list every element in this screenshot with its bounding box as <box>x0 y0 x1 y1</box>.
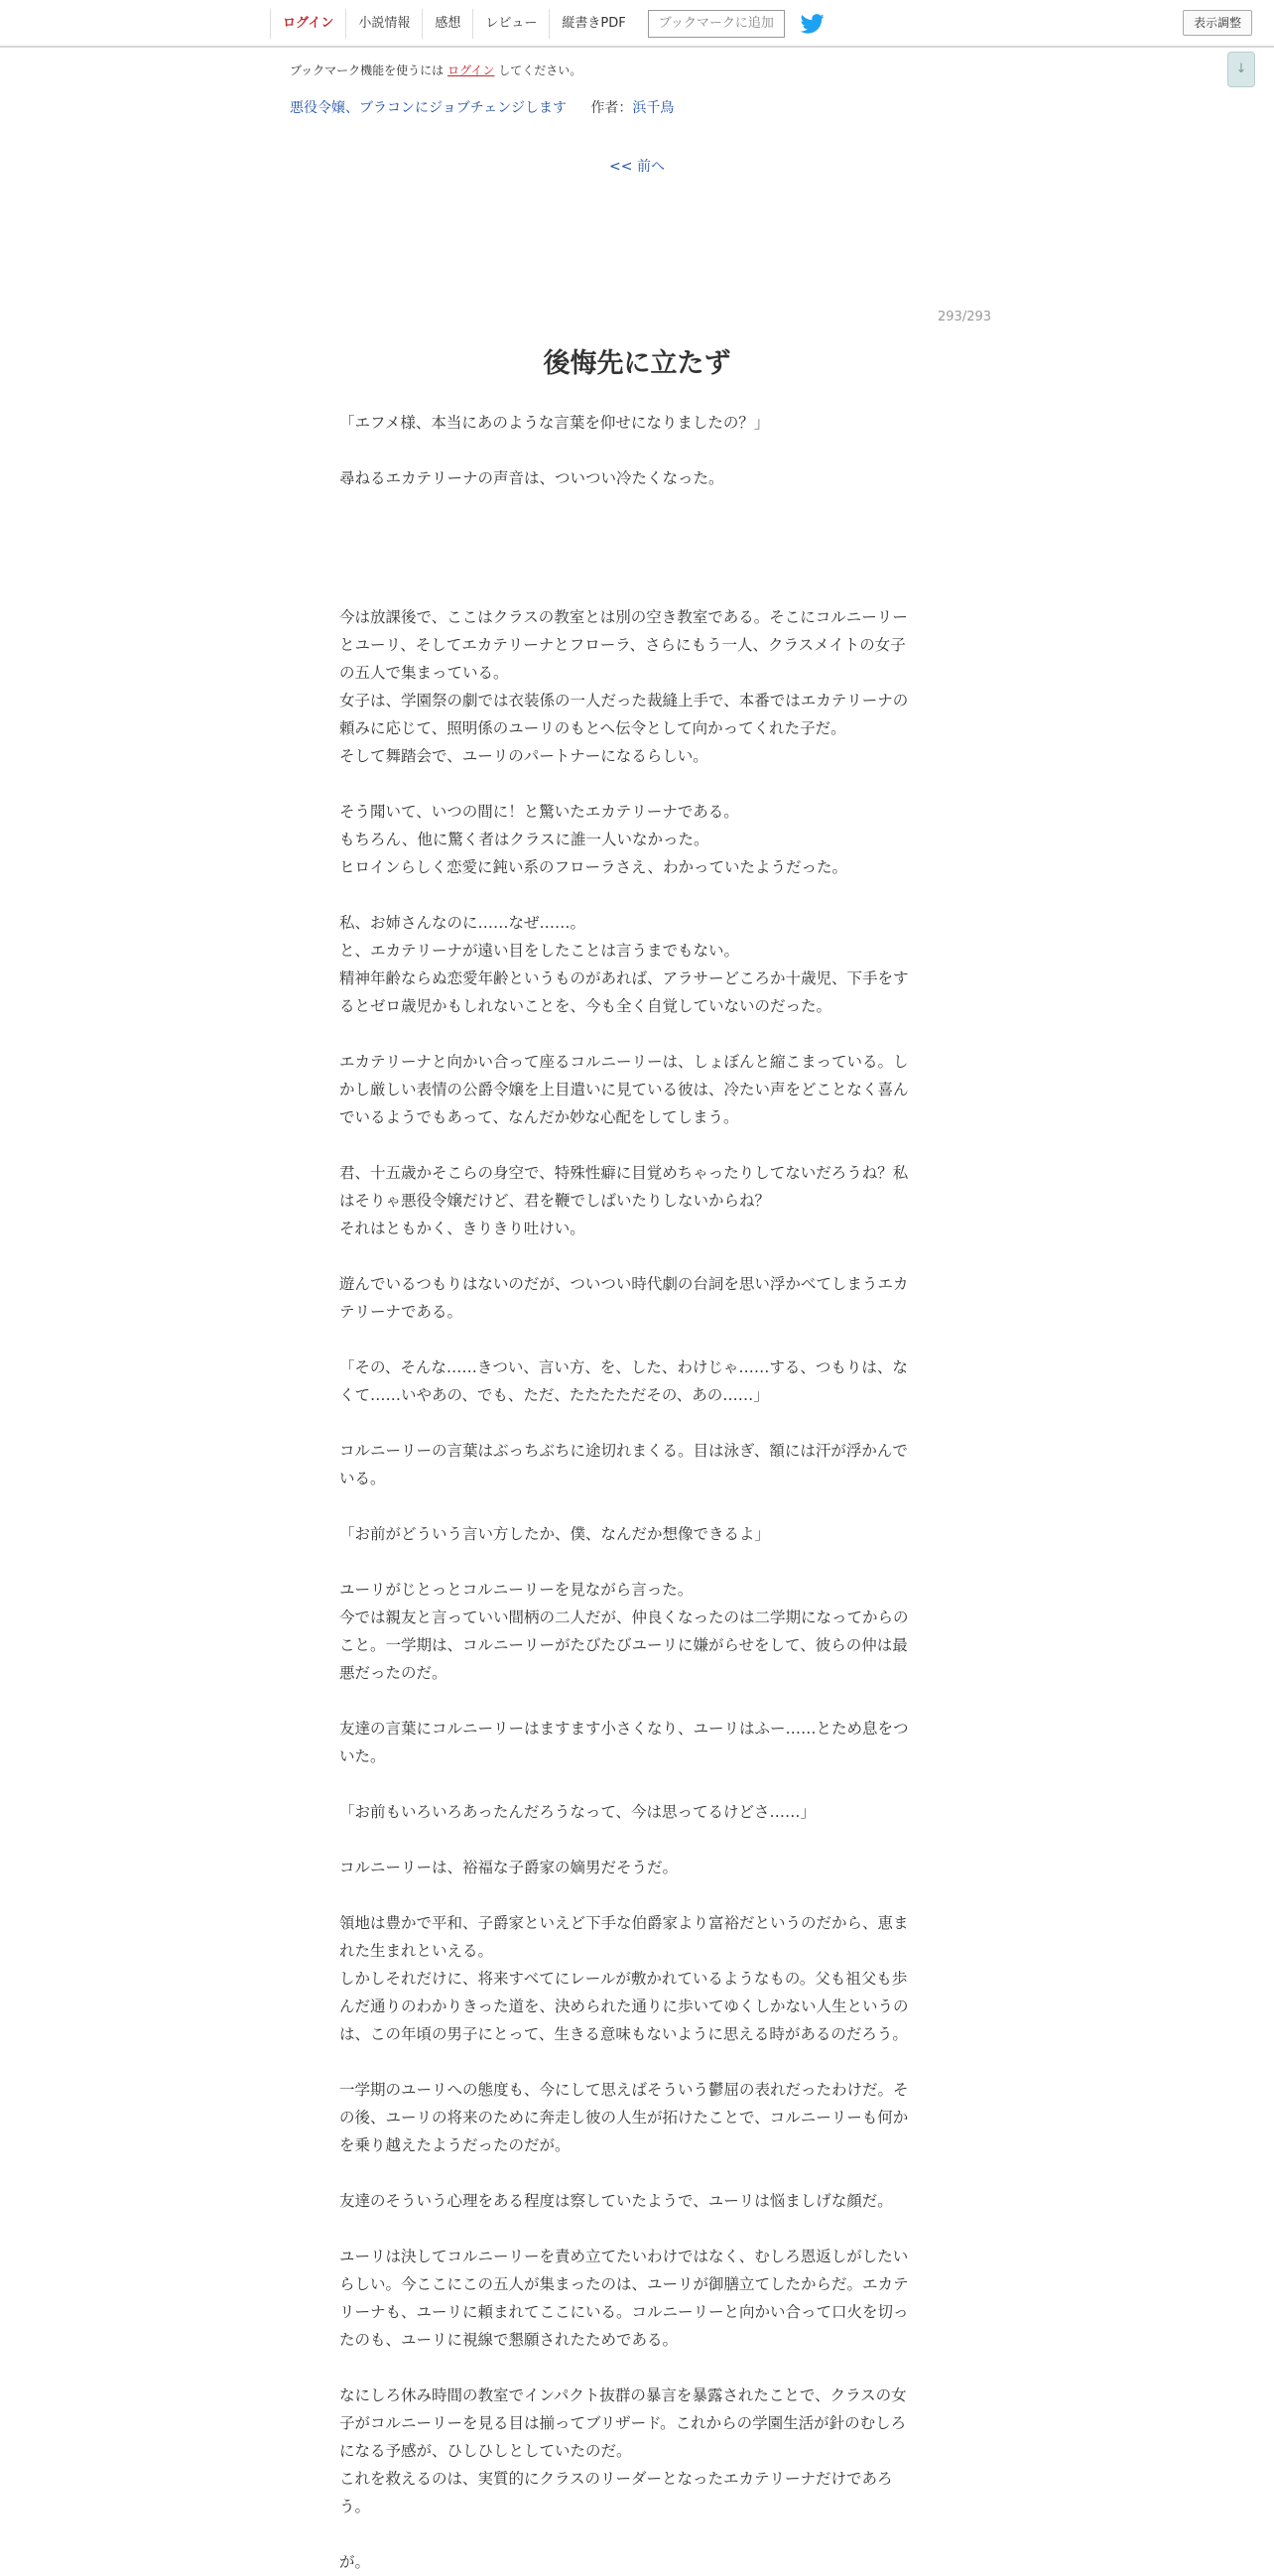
body-line: なにしろ休み時間の教室でインパクト抜群の暴言を暴露されたことで、クラスの女 <box>339 2386 907 2404</box>
body-line <box>339 770 931 798</box>
body-line: 頼みに応じて、照明係のユーリのもとへ伝令として向かってくれた子だ。 <box>339 719 846 737</box>
add-bookmark-button[interactable]: ブックマークに追加 <box>648 10 785 38</box>
body-line: んだ通りのわかりきった道を、決められた通りに歩いてゆくしかない人生というの <box>339 1997 909 2015</box>
body-line <box>339 1826 931 1854</box>
body-line: たのも、ユーリに視線で懇願されたためである。 <box>339 2331 679 2349</box>
body-line: そして舞踏会で、ユーリのパートナーになるらしい。 <box>339 747 708 765</box>
body-line <box>339 548 931 576</box>
author-link[interactable]: 浜千鳥 <box>632 100 675 116</box>
body-line <box>339 1687 931 1715</box>
body-line: 「エフメ様、本当にあのような言葉を仰せになりましたの？」 <box>339 414 770 432</box>
body-line: こと。一学期は、コルニーリーがたびたびユーリに嫌がらせをして、彼らの仲は最 <box>339 1636 908 1654</box>
body-line: テリーナである。 <box>339 1303 463 1321</box>
display-settings-button[interactable]: 表示調整 <box>1183 10 1252 36</box>
body-line: れた生まれといえる。 <box>339 1942 494 1960</box>
body-line: 「お前がどういう言い方したか、僕、なんだか想像できるよ」 <box>339 1525 771 1543</box>
body-line: ヒロインらしく恋愛に鈍い系のフローラさえ、わかっていたようだった。 <box>339 858 847 876</box>
body-line: う。 <box>339 2498 371 2515</box>
prev-page-nav <box>0 156 1274 176</box>
top-nav <box>270 8 825 40</box>
prev-page-link[interactable]: << 前へ <box>609 159 665 175</box>
body-line: とユーリ、そしてエカテリーナとフローラ、さらにもう一人、クラスメイトの女子 <box>339 636 906 654</box>
body-line: もちろん、他に驚く者はクラスに誰一人いなかった。 <box>339 831 709 848</box>
body-line: でいるようでもあって、なんだか妙な心配をしてしまう。 <box>339 1108 739 1126</box>
body-line <box>339 2048 931 2076</box>
body-line: そう聞いて、いつの間に！と驚いたエカテリーナである。 <box>339 803 739 821</box>
body-line <box>339 1770 931 1798</box>
body-line: かし厳しい表情の公爵令嬢を上目遣いに見ている彼は、冷たい声をどことなく喜ん <box>339 1081 909 1098</box>
body-line: いる。 <box>339 1470 386 1487</box>
bookmark-login-notice <box>290 62 581 78</box>
nav-login-link[interactable]: ログイン <box>270 9 345 39</box>
body-line: が。 <box>339 2553 371 2571</box>
body-line: 子がコルニーリーを見る目は揃ってブリザード。これからの学園生活が針のむしろ <box>339 2414 907 2432</box>
chapter-body <box>339 409 931 2576</box>
body-line: 一学期のユーリへの態度も、今にして思えばそういう鬱屈の表れだったわけだ。そ <box>339 2081 909 2099</box>
body-line: いた。 <box>339 1747 386 1765</box>
body-line <box>339 1326 931 1353</box>
body-line <box>339 2520 931 2548</box>
body-line <box>339 1492 931 1520</box>
body-line: それはともかく、きりきり吐けい。 <box>339 1220 585 1237</box>
body-line <box>339 2159 931 2187</box>
nav-review-link[interactable]: レビュー <box>472 9 549 39</box>
body-line <box>339 1242 931 1270</box>
body-line: コルニーリーは、裕福な子爵家の嫡男だそうだ。 <box>339 1859 679 1876</box>
body-line: しかしそれだけに、将来すべてにレールが敷かれているようなもの。父も祖父も歩 <box>339 1970 908 1988</box>
body-line: を乗り越えたようだったのだが。 <box>339 2136 571 2154</box>
body-line <box>339 2215 931 2243</box>
body-line: 悪だったのだ。 <box>339 1664 447 1682</box>
body-line: 領地は豊かで平和、子爵家といえど下手な伯爵家より富裕だというのだから、恵ま <box>339 1914 909 1932</box>
body-line: るとゼロ歳児かもしれないことを、今も全く自覚していないのだった。 <box>339 997 832 1015</box>
chapter-title: 後悔先に立たず <box>543 348 731 379</box>
body-line: 「お前もいろいろあったんだろうなって、今は思ってるけどさ……」 <box>339 1803 817 1821</box>
body-line: くて……いやあの、でも、ただ、たたたただその、あの……」 <box>339 1386 769 1404</box>
body-line: は、この年頃の男子にとって、生きる意味もないように思える時があるのだろう。 <box>339 2025 908 2043</box>
body-line <box>339 1131 931 1159</box>
nav-vertical-pdf-link[interactable]: 縦書きPDF <box>549 9 637 39</box>
top-bar <box>0 0 1274 48</box>
body-line: と、エカテリーナが遠い目をしたことは言うまでもない。 <box>339 942 740 960</box>
nav-impressions-link[interactable]: 感想 <box>422 9 472 39</box>
body-line <box>339 1881 931 1909</box>
notice-login-link[interactable]: ログイン <box>447 64 495 77</box>
body-line: 私、お姉さんなのに……なぜ……。 <box>339 914 586 932</box>
body-line: 尋ねるエカテリーナの声音は、ついつい冷たくなった。 <box>339 469 724 487</box>
scroll-down-button[interactable]: ↓ <box>1227 52 1255 87</box>
body-line: の後、ユーリの将来のために奔走し彼の人生が拓けたことで、コルニーリーも何か <box>339 2109 909 2126</box>
body-line <box>339 520 931 548</box>
body-line: エカテリーナと向かい合って座るコルニーリーは、しょぼんと縮こまっている。し <box>339 1053 909 1071</box>
body-line: 今では親友と言っていい間柄の二人だが、仲良くなったのは二学期になってからの <box>339 1609 909 1626</box>
body-line: 女子は、学園祭の劇では衣装係の一人だった裁縫上手で、本番ではエカテリーナの <box>339 692 909 709</box>
novel-title-link[interactable]: 悪役令嬢、ブラコンにジョブチェンジします <box>290 100 567 116</box>
notice-suffix: してください。 <box>498 64 582 77</box>
body-line: 今は放課後で、ここはクラスの教室とは別の空き教室である。そこにコルニーリー <box>339 608 908 626</box>
body-line <box>339 1020 931 1048</box>
body-line <box>339 437 931 464</box>
body-line: の五人で集まっている。 <box>339 664 509 682</box>
author-label: 作者： <box>590 100 633 116</box>
body-line: 精神年齢ならぬ恋愛年齢というものがあれば、アラサーどころか十歳児、下手をす <box>339 969 909 987</box>
body-line <box>339 1409 931 1437</box>
body-line <box>339 492 931 520</box>
notice-prefix: ブックマーク機能を使うには <box>290 64 445 77</box>
body-line: リーナも、ユーリに頼まれてここにいる。コルニーリーと向かい合って口火を切っ <box>339 2303 909 2321</box>
body-line: 「その、そんな……きつい、言い方、を、した、わけじゃ……する、つもりは、な <box>339 1358 908 1376</box>
body-line: ユーリがじとっとコルニーリーを見ながら言った。 <box>339 1581 694 1599</box>
body-line: になる予感が、ひしひしとしていたのだ。 <box>339 2442 632 2460</box>
novel-info <box>290 97 674 117</box>
body-line <box>339 576 931 603</box>
page-number: 293/293 <box>938 310 992 324</box>
body-line <box>339 1548 931 1576</box>
body-line: 友達のそういう心理をある程度は察していたようで、ユーリは悩ましげな顔だ。 <box>339 2192 893 2210</box>
body-line <box>339 881 931 909</box>
body-line: ユーリは決してコルニーリーを責め立てたいわけではなく、むしろ恩返しがしたい <box>339 2248 909 2265</box>
body-line <box>339 2354 931 2382</box>
body-line: はそりゃ悪役令嬢だけど、君を鞭でしばいたりしないからね？ <box>339 1192 771 1210</box>
body-line: コルニーリーの言葉はぶっちぶちに途切れまくる。目は泳ぎ、額には汗が浮かんで <box>339 1442 908 1460</box>
body-line: 遊んでいるつもりはないのだが、ついつい時代劇の台詞を思い浮かべてしまうエカ <box>339 1275 909 1293</box>
nav-novel-info-link[interactable]: 小説情報 <box>345 9 422 39</box>
twitter-bird-icon[interactable] <box>801 13 825 35</box>
body-line: 友達の言葉にコルニーリーはますます小さくなり、ユーリはふー……とため息をつ <box>339 1720 909 1738</box>
body-line: らしい。今ここにこの五人が集まったのは、ユーリが御膳立てしたからだ。エカテ <box>339 2275 909 2293</box>
body-line: 君、十五歳かそこらの身空で、特殊性癖に目覚めちゃったりしてないだろうね？私 <box>339 1164 909 1182</box>
body-line: これを救えるのは、実質的にクラスのリーダーとなったエカテリーナだけであろ <box>339 2470 893 2488</box>
